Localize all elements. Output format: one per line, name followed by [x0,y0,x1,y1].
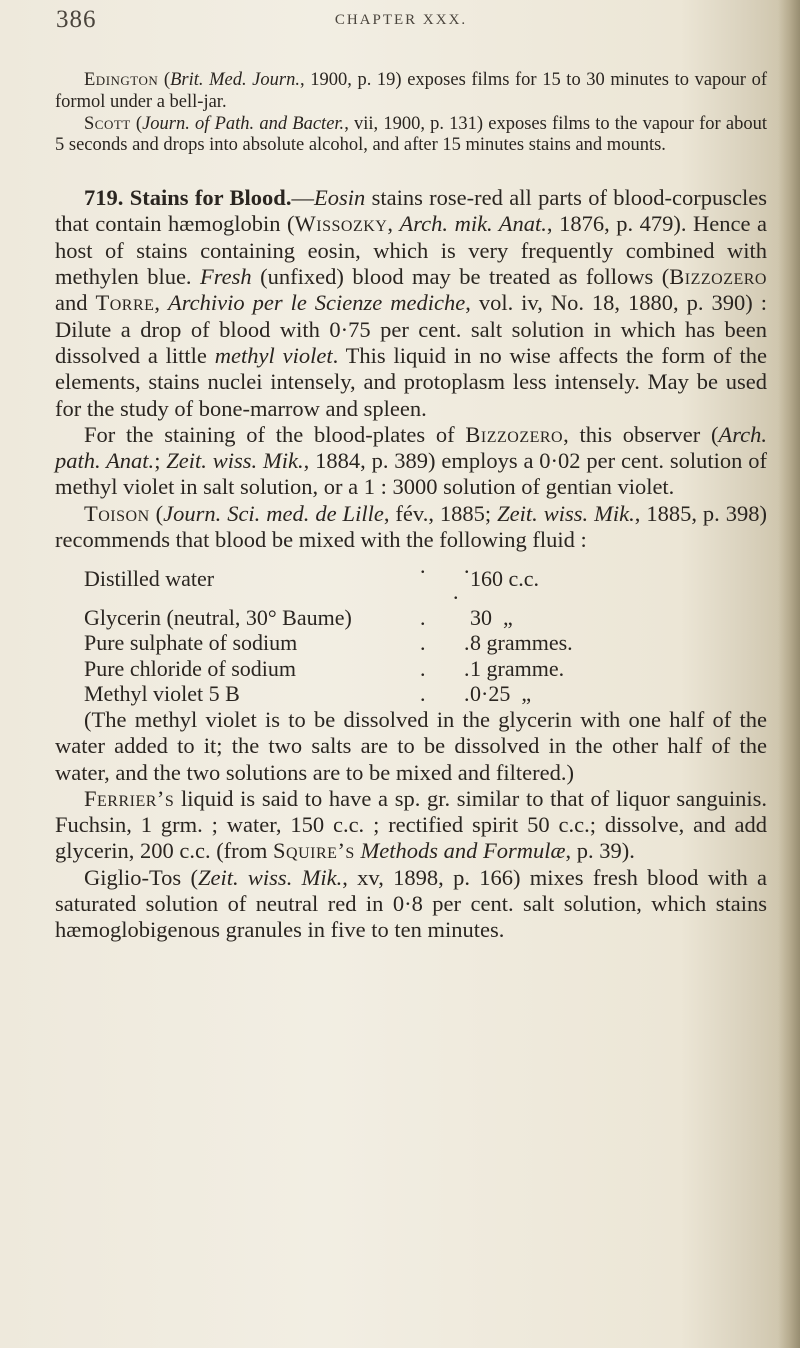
body-text [55,70,767,944]
journal-citation: Journ. Sci. med. de Lille [163,500,384,526]
work-title: Methods and Formulæ [354,838,566,864]
emphasis: Fresh [200,264,252,290]
text-run: (unfixed) blood may be treated as follows ( [251,264,670,290]
ingredient: Pure sulphate of sodium [84,630,298,656]
amount: 8 grammes. [470,630,573,656]
author-name: Wissozky [294,211,388,237]
author-name: Edington [84,70,159,90]
section-gap [55,157,767,185]
text-run: , vol. iv, No. 18, 1880, p. 390) : Dilute a drop of blood with 0·75 per cent. salt solution in which has been dissolved a little [55,290,767,368]
leader-dots: . . [420,655,470,681]
paragraph-scott [55,114,767,158]
formula-row [84,605,573,631]
paragraph-toison [55,501,767,554]
amount: 0·25 „ [470,681,532,707]
text-run: Giglio-Tos ( [84,864,198,890]
page-number: 386 [56,6,97,33]
text-run: , p. 39). [565,838,635,864]
ingredient: Distilled water [84,566,215,592]
ingredient: Pure chloride of sodium [84,655,297,681]
amount: 30 „ [470,604,513,630]
leader-dots: . . . [420,553,470,604]
journal-citation: Arch. mik. Anat. [399,211,547,237]
author-name: Ferrier’s [84,785,175,811]
text-run: liquid is said to have a sp. gr. similar to that of liquor sanguinis. Fuchsin, 1 grm. ; water, 150 c.c. ; rectified spirit 50 c.c.; dissolve, and add glycerin, 200 c.c. (from [55,785,767,864]
text-run: and [55,290,96,316]
text-run: , [387,211,400,237]
section-title: Stains for Blood. [129,185,292,211]
text-run: , [154,290,168,316]
journal-citation: Archivio per le Scienze mediche [168,290,466,316]
text-run: , this observer ( [563,421,719,447]
ingredient: Methyl violet 5 B [84,681,240,707]
text-run: , vii, 1900, p. 131) exposes films to the vapour for about 5 seconds and drops into absolute alcohol, and after 15 minutes stains and mounts. [55,113,767,156]
running-head: CHAPTER XXX. [334,12,468,28]
amount: 1 gramme. [470,655,565,681]
text-run: ; [154,448,167,474]
emphasis: Eosin [313,185,366,211]
text-run: — [291,185,314,211]
text-run: , xv, 1898, p. 166) mixes fresh blood with a saturated solution of neutral red in 0·8 per cent. salt solution, which stains hæmoglobigenous granules in five to ten minutes. [55,864,767,943]
text-run: . This liquid in no wise affects the form of the elements, stains nuclei intensely, and protoplasm less intensely. May be used for the study of bone-marrow and spleen. [55,342,768,421]
journal-citation: Arch. path. Anat. [55,421,767,474]
leader-dots: . . [420,630,470,656]
formula-row [84,630,573,656]
journal-citation: Zeit. wiss. Mik. [166,448,304,474]
paragraph-giglio-tos [55,865,767,944]
author-name: Bizzozero [465,421,564,447]
text-run: , 1900, p. 19) exposes films for 15 to 30 minutes to vapour of formol under a bell-jar. [55,70,767,112]
paragraph-section-719 [55,185,767,422]
paragraph-edington [55,70,767,114]
text-run: ( [149,500,164,526]
text-run: , 1884, p. 389) employs a 0·02 per cent. solution of methyl violet in salt solution, or a 1 : 3000 solution of gentian violet. [55,448,767,500]
formula-table [84,553,573,707]
page-edge-shadow [778,0,800,1348]
formula-row [84,553,573,604]
text-run: stains rose-red all parts of blood-corpuscles that contain hæmoglobin ( [55,185,768,237]
text-run: , 1876, p. 479). Hence a host of stains containing eosin, which is very frequently combined with methylen blue. [55,211,767,290]
journal-citation: Zeit. wiss. Mik. [197,864,343,890]
emphasis: methyl violet [214,342,333,368]
text-run: , 1885, p. 398) recommends that blood be mixed with the following fluid : [55,500,767,553]
text-run: , fév., 1885; [383,500,498,526]
ingredient: Glycerin (neutral, 30° Baume) [84,604,352,630]
paragraph-preparation-note: (The methyl violet is to be dissolved in the glycerin with one half of the water added to it; the two salts are to be dissolved in the other half of the water, and the two solutions are to be mixed and filtered.) [55,706,767,785]
formula-row [84,656,573,682]
journal-citation: Brit. Med. Journ. [170,70,300,90]
author-name: Scott [84,113,131,134]
amount: 160 c.c. [470,566,540,592]
section-number: 719. [84,185,124,211]
text-run: ( [130,113,143,134]
text-run: For the staining of the blood-plates of [84,421,466,447]
leader-dots: . [420,604,426,630]
text-run: ( [158,70,171,90]
paragraph-blood-plates [55,422,767,501]
leader-dots: . . [420,681,470,707]
author-name: Torre [95,290,155,316]
author-name: Toison [84,500,150,526]
journal-citation: Journ. of Path. and Bacter. [142,113,345,134]
formula-row [84,681,573,707]
author-name: Bizzozero [669,264,767,290]
author-name: Squire’s [273,838,355,864]
paragraph-ferrier [55,786,767,865]
journal-citation: Zeit. wiss. Mik. [497,500,635,526]
page-header [56,6,746,46]
